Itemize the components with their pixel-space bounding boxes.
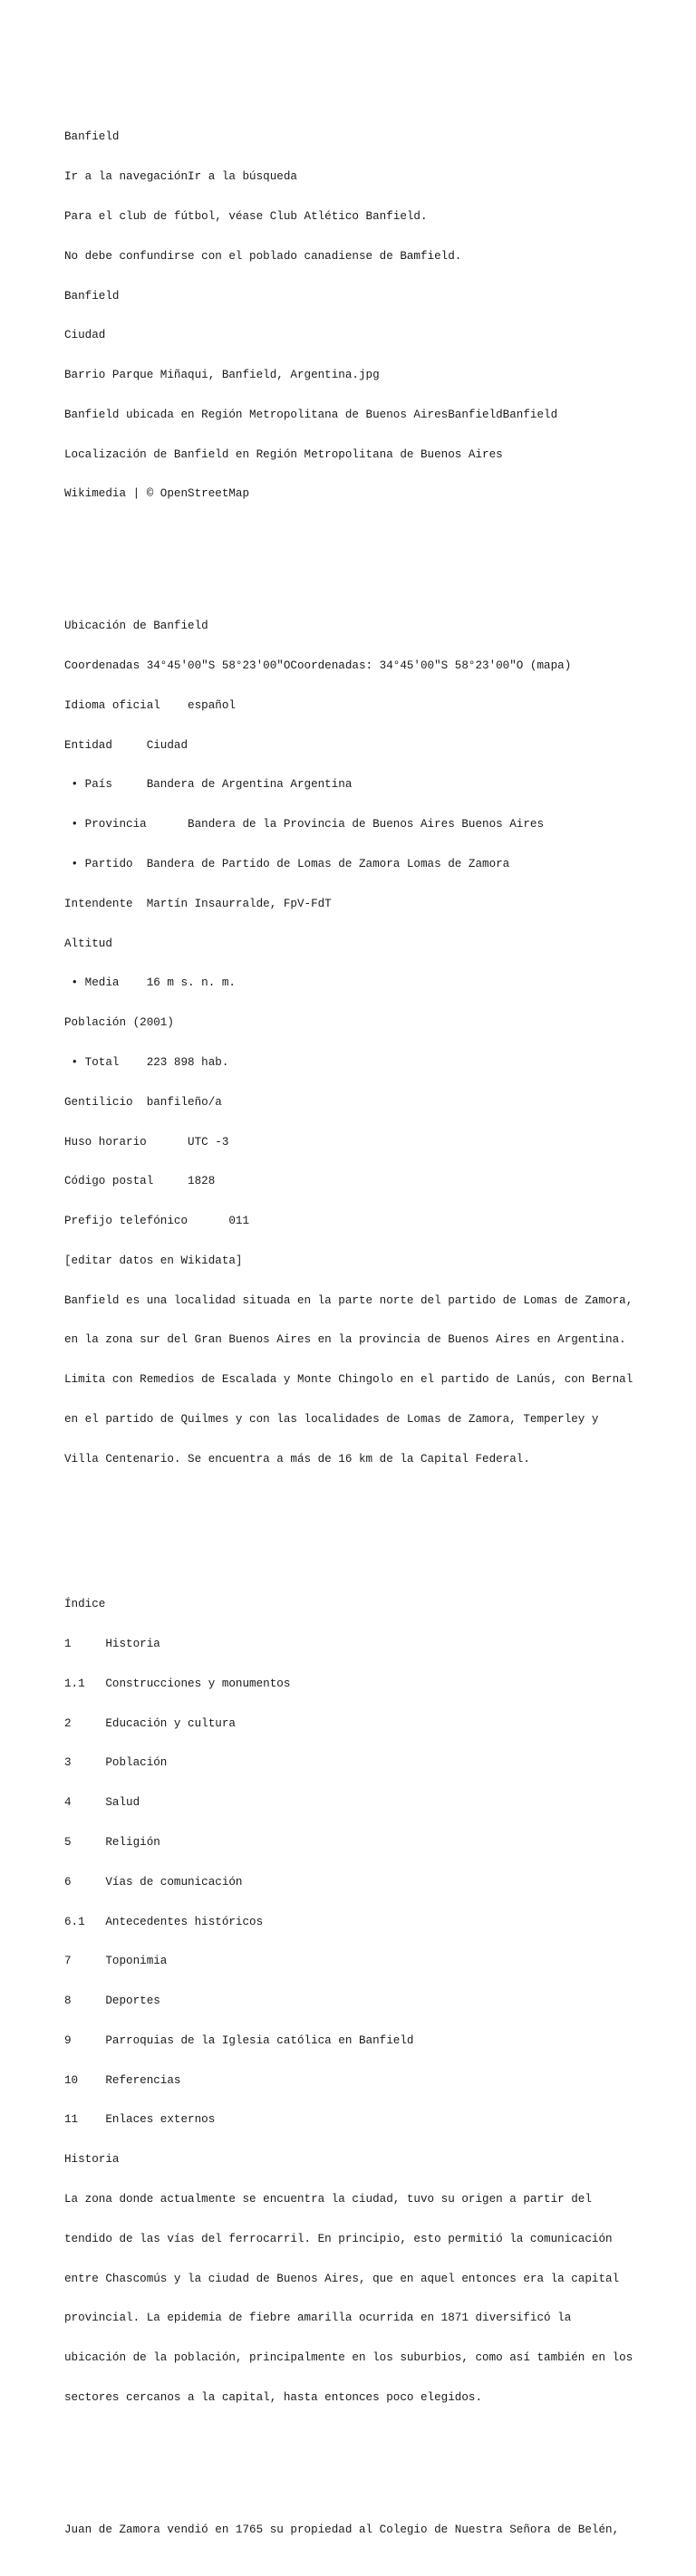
text-line: 4 Salud <box>64 1796 140 1810</box>
header-section <box>64 104 690 527</box>
final-section <box>64 2497 690 2563</box>
text-line: Localización de Banfield en Región Metropolitana de Buenos Aires <box>64 447 503 461</box>
blank-line <box>64 553 690 567</box>
text-line: provincial. La epidemia de fiebre amarilla ocurrida en 1871 diversificó la <box>64 2312 572 2325</box>
text-line: 11 Enlaces externos <box>64 2113 216 2127</box>
text-line: 10 Referencias <box>64 2073 181 2087</box>
text-line: Altitud <box>64 937 112 950</box>
text-line: Villa Centenario. Se encuentra a más de 16 km de la Capital Federal. <box>64 1452 530 1466</box>
text-line: Banfield ubicada en Región Metropolitana de Buenos AiresBanfieldBanfield <box>64 408 558 421</box>
text-line: tendido de las vías del ferrocarril. En principio, esto permitió la comunicación <box>64 2232 613 2245</box>
index-section <box>64 1572 690 2431</box>
text-line: Gentilicio banfileño/a <box>64 1095 222 1109</box>
text-line: 8 Deportes <box>64 1994 160 2008</box>
text-line: Wikimedia | © OpenStreetMap <box>64 487 250 501</box>
text-line: No debe confundirse con el poblado canadiense de Bamfield. <box>64 249 462 263</box>
text-line: Limita con Remedios de Escalada y Monte Chingolo en el partido de Lanús, con Bernal <box>64 1373 633 1387</box>
text-line: Coordenadas 34°45′00″S 58°23′00″OCoordenadas: 34°45′00″S 58°23′00″O (mapa) <box>64 659 572 673</box>
text-line: 2 Educación y cultura <box>64 1716 236 1730</box>
text-line: Código postal 1828 <box>64 1175 216 1188</box>
text-line: Juan de Zamora vendió en 1765 su propiedad al Colegio de Nuestra Señora de Belén, <box>64 2523 620 2536</box>
text-line: entre Chascomús y la ciudad de Buenos Aires, que en aquel entonces era la capital <box>64 2272 620 2285</box>
text-line: en el partido de Quilmes y con las localidades de Lomas de Zamora, Temperley y <box>64 1412 599 1426</box>
text-line: Ir a la navegaciónIr a la búsqueda <box>64 170 297 184</box>
text-line: 9 Parroquias de la Iglesia católica en Banfield <box>64 2033 414 2047</box>
text-line: Ciudad <box>64 329 106 342</box>
infobox-section <box>64 593 690 1492</box>
text-line: Banfield es una localidad situada en la parte norte del partido de Lomas de Zamora, <box>64 1293 633 1307</box>
text-line: 6.1 Antecedentes históricos <box>64 1915 264 1928</box>
text-line: Intendente Martín Insaurralde, FpV-FdT <box>64 897 332 910</box>
text-line: • Total 223 898 hab. <box>64 1055 229 1069</box>
text-line: La zona donde actualmente se encuentra la ciudad, tuvo su origen a partir del <box>64 2193 592 2206</box>
text-line: Prefijo telefónico 011 <box>64 1215 250 1228</box>
text-line: 3 Población <box>64 1756 168 1770</box>
text-line: 1.1 Construcciones y monumentos <box>64 1677 291 1690</box>
blank-line <box>64 2457 690 2471</box>
text-line: 5 Religión <box>64 1835 160 1849</box>
text-line: Índice <box>64 1598 106 1611</box>
blank-line <box>64 1519 690 1545</box>
text-line: ubicación de la población, principalmente en los suburbios, como así también en los <box>64 2351 633 2365</box>
text-line: Historia <box>64 2153 120 2167</box>
text-line: Para el club de fútbol, véase Club Atlético Banfield. <box>64 209 428 223</box>
text-line: Ubicación de Banfield <box>64 620 208 633</box>
text-line: en la zona sur del Gran Buenos Aires en la provincia de Buenos Aires en Argentina. <box>64 1333 626 1347</box>
text-line: 6 Vías de comunicación <box>64 1875 243 1889</box>
text-line: • Partido Bandera de Partido de Lomas de Zamora Lomas de Zamora <box>64 858 510 871</box>
text-line: [editar datos en Wikidata] <box>64 1254 243 1267</box>
text-line: • Media 16 m s. n. m. <box>64 976 236 990</box>
text-line: Barrio Parque Miñaqui, Banfield, Argentina.jpg <box>64 369 380 382</box>
document-body <box>64 78 690 2576</box>
text-line: Huso horario UTC -3 <box>64 1135 229 1149</box>
text-line: • Provincia Bandera de la Provincia de Buenos Aires Buenos Aires <box>64 818 545 831</box>
text-line: Entidad Ciudad <box>64 738 188 752</box>
text-line: 1 Historia <box>64 1638 160 1651</box>
text-line: • País Bandera de Argentina Argentina <box>64 778 353 792</box>
text-line: Idioma oficial español <box>64 698 236 712</box>
text-line: Población (2001) <box>64 1016 174 1030</box>
text-line: Banfield <box>64 130 120 144</box>
text-line: sectores cercanos a la capital, hasta entonces poco elegidos. <box>64 2390 483 2404</box>
text-line: 7 Toponimia <box>64 1955 168 1968</box>
text-line: Banfield <box>64 289 120 303</box>
